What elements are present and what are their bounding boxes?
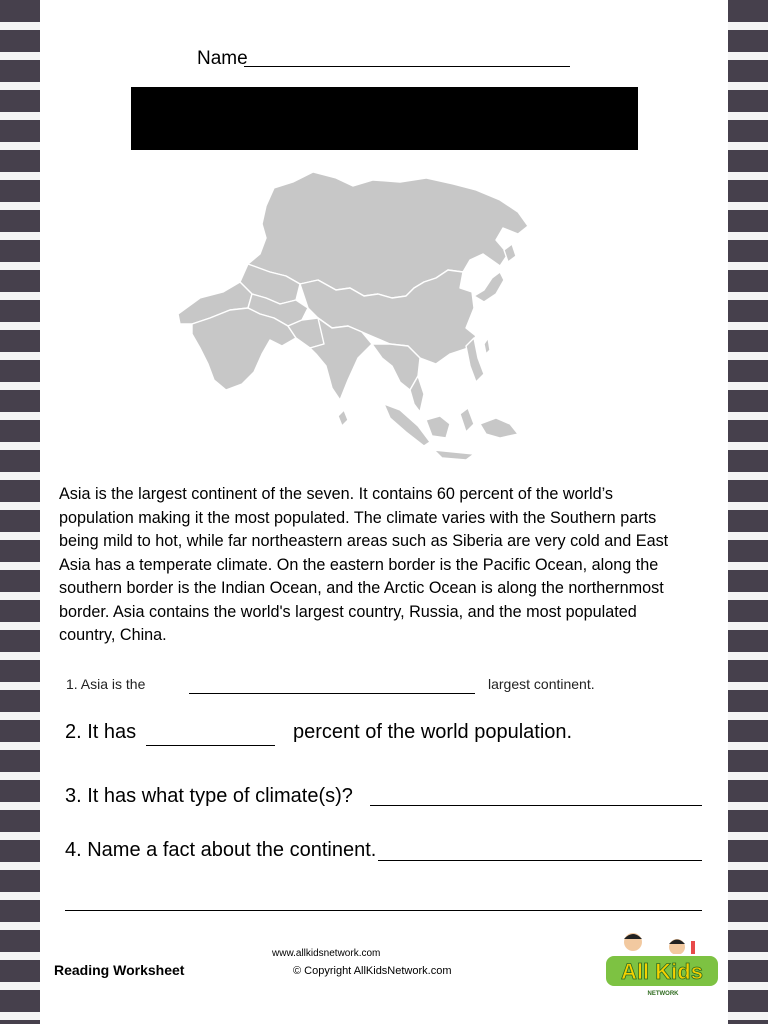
extra-answer-line[interactable] bbox=[65, 910, 702, 911]
redacted-title-bar bbox=[131, 87, 638, 150]
footer-copyright: © Copyright AllKidsNetwork.com bbox=[293, 965, 452, 977]
left-stripe-border bbox=[0, 0, 40, 1024]
question-3-answer-line[interactable] bbox=[370, 805, 702, 806]
worksheet-type-label: Reading Worksheet bbox=[54, 962, 185, 978]
question-1-prefix: 1. Asia is the bbox=[66, 676, 146, 692]
name-input-line[interactable] bbox=[244, 66, 570, 67]
allkids-logo bbox=[603, 927, 723, 997]
question-4-answer-line[interactable] bbox=[378, 860, 702, 861]
question-4-text: 4. Name a fact about the continent. bbox=[65, 839, 377, 861]
worksheet-page bbox=[40, 0, 728, 1024]
reading-passage: Asia is the largest continent of the seven. It contains 60 percent of the world’s population making it the most populated. The climate varies with the Southern parts being mild to hot, while far northeastern areas such as Siberia are very cold and East Asia has a temperate climate. On the eastern border is the Pacific Ocean, along the southern border is the Indian Ocean, and the Arctic Ocean is along the northernmost border. Asia contains the world's largest country, Russia, and the most populated country, China. bbox=[59, 485, 669, 644]
question-1-answer-line[interactable] bbox=[189, 693, 475, 694]
logo-subtext: NETWORK bbox=[647, 991, 679, 997]
footer-url: www.allkidsnetwork.com bbox=[272, 948, 381, 959]
logo-text: All Kids bbox=[621, 959, 703, 984]
question-2-answer-line[interactable] bbox=[146, 745, 275, 746]
right-stripe-border bbox=[728, 0, 768, 1024]
question-2-suffix: percent of the world population. bbox=[293, 721, 573, 743]
name-label: Name bbox=[197, 48, 248, 69]
question-3-text: 3. It has what type of climate(s)? bbox=[65, 785, 353, 807]
asia-map-icon bbox=[178, 168, 533, 468]
question-1-suffix: largest continent. bbox=[488, 676, 595, 692]
question-2-prefix: 2. It has bbox=[65, 721, 137, 743]
